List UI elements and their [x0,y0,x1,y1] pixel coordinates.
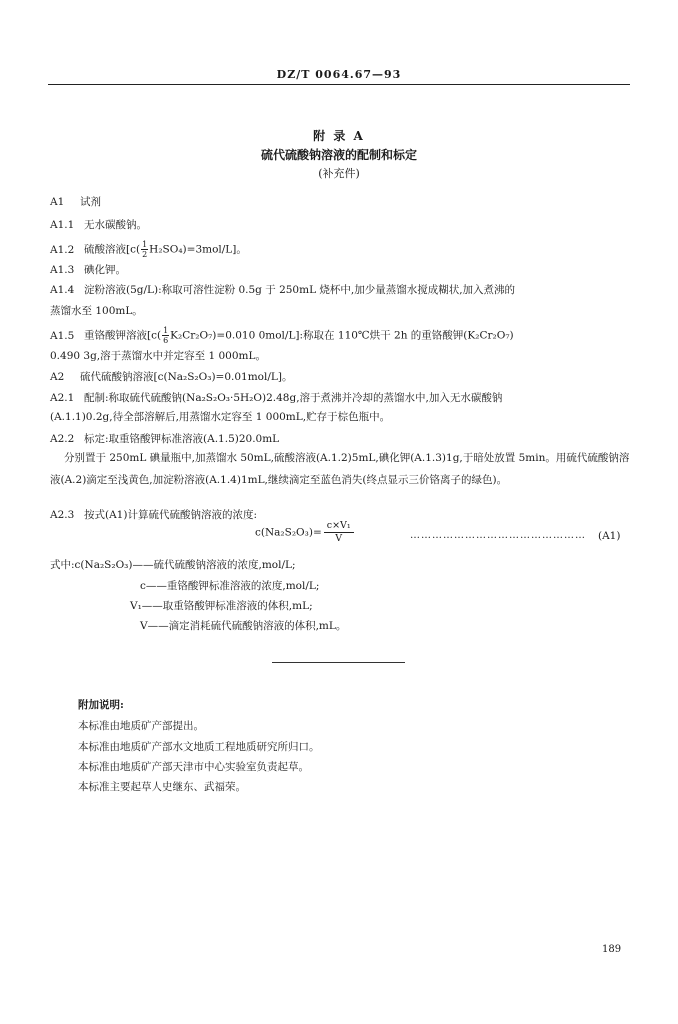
item-number: A1.5 [50,329,75,342]
item-a1-5-cont: 0.490 3g,溶于蒸馏水中并定容至 1 000mL。 [50,350,266,362]
item-a2-1 [50,391,502,405]
section-number: A2 [50,371,65,383]
additional-line: 本标准由地质矿产部天津市中心实验室负责起草。 [78,761,309,773]
definition-row [130,599,313,613]
appendix-title: 硫代硫酸钠溶液的配制和标定 [260,148,417,162]
item-a1-3 [50,263,126,277]
item-a2-2-body: 分别置于 250mL 碘量瓶中,加蒸馏水 50mL,硫酸溶液(A.1.2)5mL,碘化钾(A.1.3)1g,于暗处放置 5min。用硫代硫酸钠溶液(A.2)滴定至浅黄色,加淀粉溶液(A.1.4)1mL,继续滴定至蓝色消失(终点显示三价铬离子的绿色)。 [50,452,630,486]
document-code: DZ/T 0064.67—93 [276,68,402,81]
item-a2-3 [50,508,257,522]
definition-row [50,558,296,572]
item-text-pre: 重铬酸钾溶液[c( [84,329,162,342]
fraction-denominator: 6 [163,336,169,345]
additional-line: 本标准由地质矿产部水文地质工程地质研究所归口。 [78,741,320,753]
definition-text: 重铬酸钾标准溶液的浓度,mol/L; [166,580,320,592]
item-text: 按式(A1)计算硫代硫酸钠溶液的浓度: [84,509,257,521]
definition-row [140,579,319,593]
item-text: 配制:称取硫代硫酸钠(Na₂S₂O₃·5H₂O)2.48g,溶于煮沸并冷却的蒸馏水中,加入无水碳酸钠 [84,392,503,404]
formula-leader-dots: ………………………………………… [410,530,586,541]
additional-title: 附加说明: [78,699,124,711]
definition-text: 取重铬酸钾标准溶液的体积,mL; [162,600,313,612]
formula-denominator: V [335,533,343,544]
formula-fraction [324,520,354,545]
item-a1-4 [50,283,515,297]
fraction-numerator: 1 [142,240,148,249]
fraction [141,240,148,259]
definition-row [140,619,346,633]
item-number: A1.2 [50,243,75,256]
definition-symbol: 式中:c(Na₂S₂O₃)—— [50,559,154,571]
item-text: 标定:取重铬酸钾标准溶液(A.1.5)20.0mL [84,433,280,445]
additional-line: 本标准主要起草人史继东、武福荣。 [78,781,246,793]
item-number: A1.4 [50,284,75,296]
item-number: A2.2 [50,433,75,445]
item-number: A2.3 [50,509,75,521]
section-title: 试剂 [80,196,101,208]
formula-a1 [255,520,356,545]
item-text: 碘化钾。 [84,264,126,276]
item-number: A1.1 [50,219,75,231]
fraction [162,326,169,345]
section-text: 硫代硫酸钠溶液[c(Na₂S₂O₃)=0.01mol/L]。 [80,371,293,383]
item-number: A2.1 [50,392,75,404]
section-number: A1 [50,196,65,208]
additional-line: 本标准由地质矿产部提出。 [78,720,204,732]
section-a2 [50,370,292,384]
formula-label: (A1) [598,530,621,542]
definition-text: 滴定消耗硫代硫酸钠溶液的体积,mL。 [168,620,347,632]
item-a2-1-cont: (A.1.1)0.2g,待全部溶解后,用蒸馏水定容至 1 000mL,贮存于棕色瓶中。 [50,411,391,423]
appendix-label: 附 录 A [313,129,365,143]
definition-symbol: V₁—— [130,600,163,612]
item-text-post: K₂Cr₂O₇)=0.010 0mol/L]:称取在 110℃烘干 2h 的重铬酸钾(K₂Cr₂O₇) [170,329,514,342]
fraction-denominator: 2 [142,250,148,259]
item-text: 无水碳酸钠。 [84,219,147,231]
fraction-numerator: 1 [163,326,169,335]
item-text-post: H₂SO₄)=3mol/L]。 [149,243,247,256]
item-number: A1.3 [50,264,75,276]
section-a1 [50,195,101,209]
item-a1-1 [50,218,147,232]
definition-symbol: c—— [140,580,167,592]
item-text: 淀粉溶液(5g/L):称取可溶性淀粉 0.5g 于 250mL 烧杯中,加少量蒸馏水搅成糊状,加入煮沸的 [84,284,516,296]
item-a1-5 [50,326,514,345]
item-a2-2 [50,432,279,446]
appendix-note: (补充件) [318,167,360,180]
formula-lhs: c(Na₂S₂O₃)= [255,526,322,539]
header-rule [48,84,630,85]
formula-numerator: c×V₁ [324,520,354,533]
definition-text: 硫代硫酸钠溶液的浓度,mol/L; [153,559,296,571]
item-a1-4-cont: 蒸馏水至 100mL。 [50,305,143,317]
item-text-pre: 硫酸溶液[c( [84,243,141,256]
page-number: 189 [602,944,622,955]
definition-symbol: V—— [140,620,169,632]
end-rule [272,662,405,663]
item-a1-2 [50,240,247,259]
